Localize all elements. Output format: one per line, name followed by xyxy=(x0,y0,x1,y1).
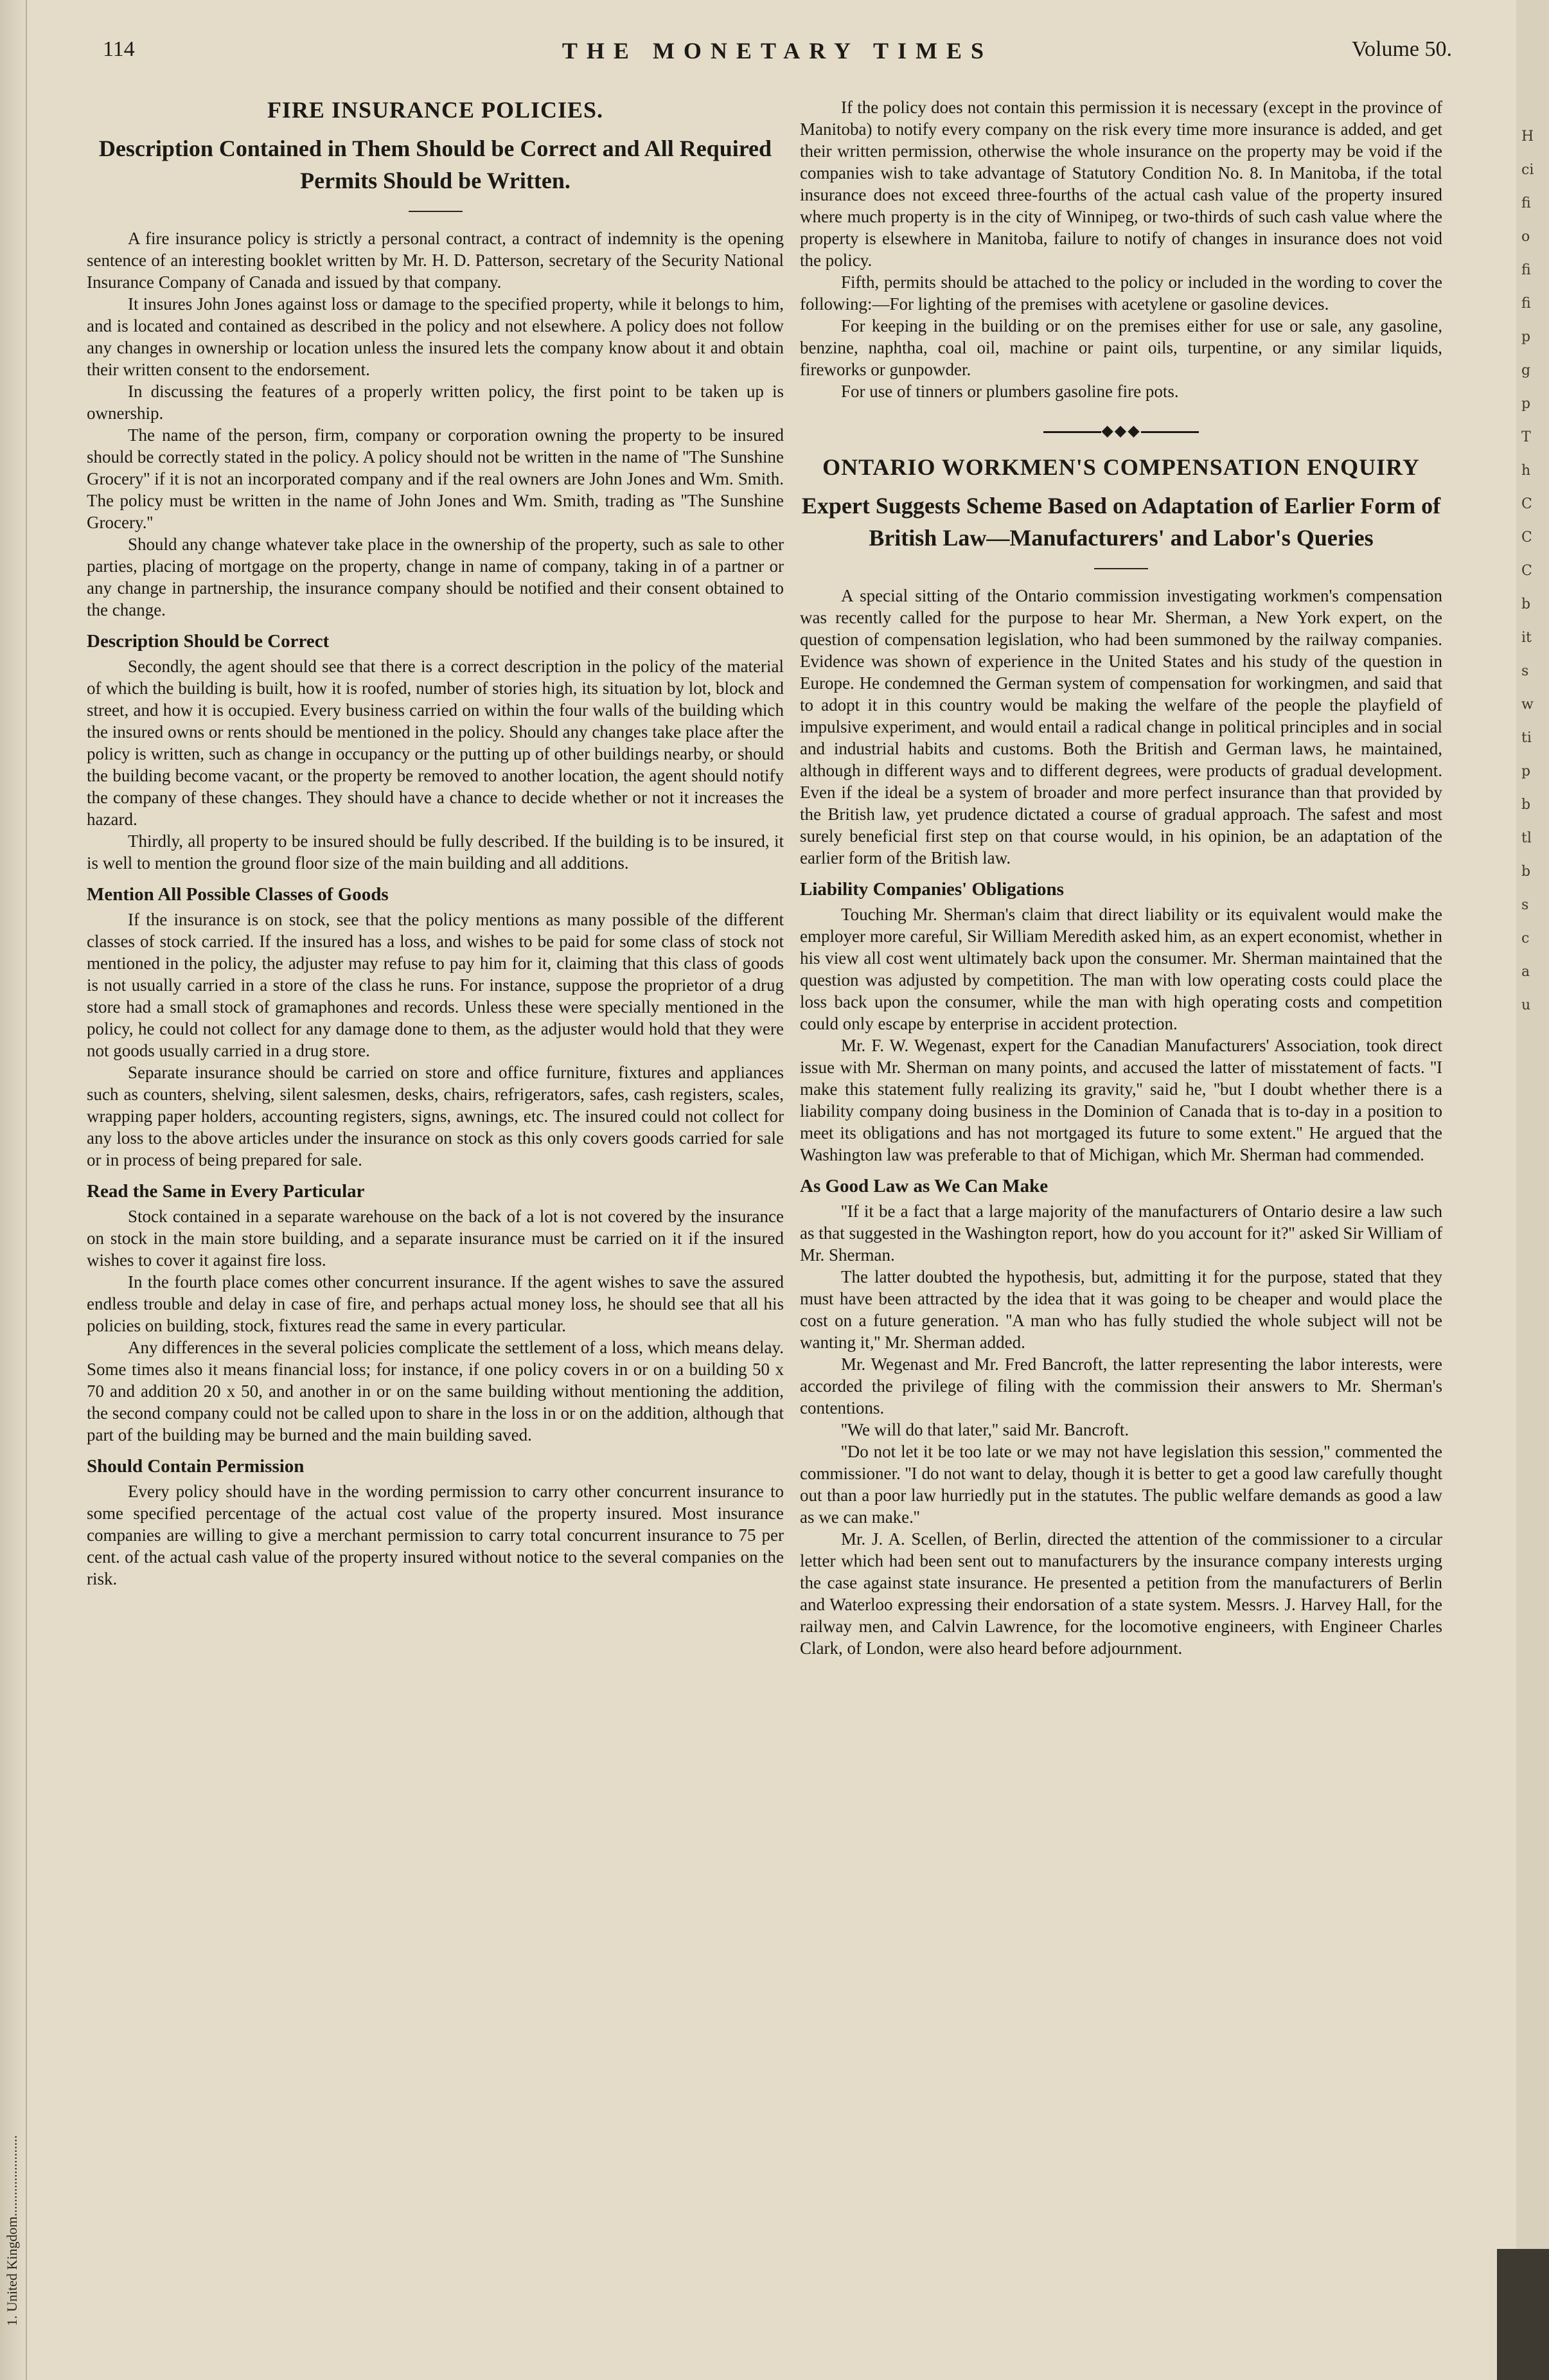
margin-fragment: g xyxy=(1521,362,1531,378)
margin-fragment: o xyxy=(1521,229,1530,245)
paragraph: Secondly, the agent should see that there is a correct description in the policy of the material of which the building is built, how it is roofed, number of stories high, its situation by lot, block and street, and how it is occupied. Every business carried on within the four walls of the building which the insured owns or rents should be mentioned in the policy. Should any changes take place after the policy is written, such as change in occupancy or the putting up of other buildings nearby, or should the building become vacant, or the property be removed to another location, the agent should notify the company of these changes. They should have a chance to decide whether or not it increases the hazard. xyxy=(87,657,784,829)
paragraph: Every policy should have in the wording permission to carry other concurrent insurance to some specified percentage of the actual cost value of the property insured. Most insurance companies are willing to give a merchant permission to carry total concurrent insurance to 75 per cent. of the actual cash value of the property insured without notice to the several companies on the risk. xyxy=(87,1482,784,1588)
diamond-ornament-icon: ◆◆◆ xyxy=(1101,423,1141,440)
margin-fragment: H xyxy=(1521,129,1534,145)
margin-fragment: p xyxy=(1521,329,1531,345)
paragraph: A special sitting of the Ontario commission investigating workmen's compensation was recently called for the purpose to hear Mr. Sherman, a New York expert, on the question of compensation legislation, who had been summoned by the railway companies. Evidence was shown of experience in the United States and his study of the question in Europe. He condemned the German system of compensation for workingmen, and said that to adopt it in this country would be making the welfare of the people the playfield of impulsive experiment, and would entail a radical change in political principles and in social and industrial habits and customs. Both the British and German laws, he maintained, although in different ways and to different degrees, were products of gradual development. Even if the ideal be a system of broader and more perfect insurance than that provided by the British law, yet prudence dictated a course of gradual approach. The safest and most surely beneficial first step on that course would, in his opinion, be an adaptation of the earlier form of the British law. xyxy=(800,586,1442,867)
paragraph: Touching Mr. Sherman's claim that direct liability or its equivalent would make the employer more careful, Sir William Meredith asked him, as an expert economist, whether in his view all cost went ultimately back upon the consumer. Mr. Sherman maintained that the question was adjusted by competition. The man with low operating costs could place the loss back upon the consumer, while the man with high operating costs and competition could only escape by enterprise in accident protection. xyxy=(800,905,1442,1033)
margin-fragment: w xyxy=(1521,697,1534,713)
margin-fragment: fi xyxy=(1521,296,1531,312)
paragraph: Fifth, permits should be attached to the policy or included in the wording to cover the following:—For lighting of the premises with acetylene or gasoline devices. xyxy=(800,272,1442,314)
paragraph: A fire insurance policy is strictly a personal contract, a contract of indemnity is the opening sentence of an interesting booklet written by Mr. H. D. Patterson, secretary of the Security National Insurance Company of Canada and issued by that company. xyxy=(87,229,784,292)
paragraph: For keeping in the building or on the premises either for use or sale, any gasoline, benzine, naphtha, coal oil, machine or paint oils, turpentine, or any similar liquids, fireworks or gunpowder. xyxy=(800,316,1442,379)
paragraph: It insures John Jones against loss or damage to the specified property, while it belongs to him, and is located and contained as described in the policy and not elsewhere. A policy does not follow any changes in ownership or location unless the insured lets the company know about it and obtain their written consent to the endorsement. xyxy=(87,294,784,379)
page-header xyxy=(103,37,1452,76)
article-subtitle: Description Contained in Them Should be Correct and All Required Permits Should be Written. xyxy=(98,136,772,193)
section-heading: Should Contain Permission xyxy=(87,1456,305,1477)
margin-fragment: tl xyxy=(1521,830,1532,846)
margin-fragment: c xyxy=(1521,930,1530,946)
page-number: 114 xyxy=(103,37,135,61)
divider-rule xyxy=(409,211,463,212)
margin-ledger-label: 1. United Kingdom....................... xyxy=(4,2135,20,2326)
margin-fragment: s xyxy=(1521,897,1529,913)
paragraph: Should any change whatever take place in the ownership of the property, such as sale to other parties, placing of mortgage on the property, change in name of company, taking in of a partner or any change in partnership, the insurance company should be notified and their consent obtained to the change. xyxy=(87,535,784,619)
paragraph: In discussing the features of a properly written policy, the first point to be taken up is ownership. xyxy=(87,382,784,423)
paragraph: If the policy does not contain this permission it is necessary (except in the province of Manitoba) to notify every company on the risk every time more insurance is added, and get their written permission, otherwise the whole insurance on the property may be void if the companies wish to take advantage of Statutory Condition No. 8. In Manitoba, if the total insurance does not exceed three-fourths of the actual cash value of the property insured where much property is in the city of Winnipeg, or two-thirds of such cash value where the property is elsewhere in Manitoba, failure to notify of changes in insurance does not void the policy. xyxy=(800,98,1442,270)
paragraph: In the fourth place comes other concurrent insurance. If the agent wishes to save the assured endless trouble and delay in case of fire, and perhaps actual money loss, he should see that all his policies on building, stock, fixtures read the same in every particular. xyxy=(87,1272,784,1335)
binding-edge xyxy=(0,0,27,2380)
paragraph: ''If it be a fact that a large majority of the manufacturers of Ontario desire a law such as that suggested in the Washington report, how do you account for it?'' asked Sir William of Mr. Sherman. xyxy=(800,1202,1442,1265)
section-heading: Description Should be Correct xyxy=(87,631,330,652)
paragraph: If the insurance is on stock, see that the policy mentions as many possible of the different classes of stock carried. If the insured has a loss, and wishes to be paid for some class of stock not mentioned in the policy, the adjuster may refuse to pay him for it, claiming that this class of goods is not usually carried in a store of the class he runs. For instance, suppose the proprietor of a drug store had a small stock of gramaphones and records. Unless these were specially mentioned in the policy, he could not collect for any damage done to them, as the adjuster would hold that they were not goods usually carried in a drug store. xyxy=(87,910,784,1060)
margin-fragment: h xyxy=(1521,463,1531,479)
ornament-line xyxy=(1043,431,1101,433)
paragraph: For use of tinners or plumbers gasoline fire pots. xyxy=(841,382,1179,401)
margin-fragment: C xyxy=(1521,529,1532,546)
margin-fragment: T xyxy=(1521,429,1531,445)
ornament-divider xyxy=(800,420,1442,442)
paragraph: The latter doubted the hypothesis, but, admitting it for the purpose, stated that they must have been attracted by the idea that it was going to be cheaper and would place the cost on a future generation. ''A man who has fully studied the whole subject will not be wanting it,'' Mr. Sherman added. xyxy=(800,1267,1442,1352)
margin-fragment: C xyxy=(1521,496,1532,512)
paragraph: ''We will do that later,'' said Mr. Bancroft. xyxy=(841,1420,1129,1439)
margin-fragment: b xyxy=(1521,864,1531,880)
margin-fragment: it xyxy=(1521,630,1532,646)
paragraph: The name of the person, firm, company or corporation owning the property to be insured should be correctly stated in the policy. A policy should not be written in the name of ''The Sunshine Grocery'' if it is not an incorporated company and if the real owners are John Jones and Wm. Smith. The policy must be written in the name of John Jones and Wm. Smith, trading as ''The Sunshine Grocery.'' xyxy=(87,425,784,532)
paragraph: Thirdly, all property to be insured should be fully described. If the building is to be insured, it is well to mention the ground floor size of the main building and all additions. xyxy=(87,831,784,873)
margin-fragment: p xyxy=(1521,396,1531,412)
divider-rule xyxy=(1094,568,1148,569)
magazine-title: THE MONETARY TIMES xyxy=(562,38,993,64)
margin-fragment: fi xyxy=(1521,195,1531,211)
margin-fragment: ti xyxy=(1521,730,1532,746)
section-heading: Read the Same in Every Particular xyxy=(87,1181,365,1202)
paragraph: Mr. J. A. Scellen, of Berlin, directed the attention of the commissioner to a circular letter which had been sent out to manufacturers by the insurance company interests urging the case against state insurance. He presented a petition from the manufacturers of Berlin and Waterloo expressing their endorsation of a state system. Messrs. J. Harvey Hall, for the railway men, and Calvin Lawrence, for the locomotive engineers, with Engineer Charles Clark, of London, were also heard before adjournment. xyxy=(800,1529,1442,1658)
margin-fragment: b xyxy=(1521,797,1531,813)
paragraph: Separate insurance should be carried on store and office furniture, fixtures and appliances such as counters, shelving, silent salesmen, desks, chairs, refrigerators, safes, cash registers, scales, wrapping paper holders, accounting registers, signs, awnings, etc. The insured could not collect for any loss to the above articles under the insurance on stock as this only covers goods carried for sale or in process of being prepared for sale. xyxy=(87,1063,784,1169)
article-title: ONTARIO WORKMEN'S COMPENSATION ENQUIRY xyxy=(822,454,1420,480)
margin-fragment: C xyxy=(1521,563,1532,579)
paragraph: Mr. F. W. Wegenast, expert for the Canadian Manufacturers' Association, took direct issue with Mr. Sherman on many points, and accused the latter of misstatement of facts. ''I make this statement fully realizing its gravity,'' said he, ''but I doubt whether there is a liability company doing business in the Dominion of Canada that is to-day in a position to meet its obligations and has not mortgaged its future to some extent.'' He argued that the Washington law was preferable to that of Michigan, which Mr. Sherman had commended. xyxy=(800,1036,1442,1164)
section-heading: As Good Law as We Can Make xyxy=(800,1176,1049,1196)
margin-fragment: a xyxy=(1521,964,1530,980)
paragraph: Any differences in the several policies complicate the settlement of a loss, which means delay. Some times also it means financial loss; for instance, if one policy covers in or on a building 50 x 70 and addition 20 x 50, and another in or on the same building without mentioning the addition, the second company could not be called upon to share in the loss in or on the addition, although that part of the building may be burned and the main building saved. xyxy=(87,1338,784,1444)
margin-fragment: p xyxy=(1521,763,1531,779)
right-column xyxy=(800,96,1442,1659)
article-subtitle: Expert Suggests Scheme Based on Adaptation of Earlier Form of British Law—Manufacturers' and Labor's Queries xyxy=(801,493,1441,551)
section-heading: Mention All Possible Classes of Goods xyxy=(87,884,389,905)
page-corner-shadow xyxy=(1497,2249,1549,2380)
margin-fragment: fi xyxy=(1521,262,1531,278)
paragraph: Stock contained in a separate warehouse on the back of a lot is not covered by the insurance on stock in the main store building, and a separate insurance must be carried on it if the insured wishes to cover it against fire loss. xyxy=(87,1207,784,1270)
right-margin-strip xyxy=(1516,0,1549,2380)
ornament-line xyxy=(1141,431,1199,433)
article-title: FIRE INSURANCE POLICIES. xyxy=(267,97,604,123)
volume-label: Volume 50. xyxy=(1351,37,1452,61)
margin-fragment: b xyxy=(1521,596,1531,612)
paragraph: ''Do not let it be too late or we may not have legislation this session,'' commented the commissioner. ''I do not want to delay, though it is better to get a good law carefully thought out than a poor law hurriedly put in the statutes. The public welfare demands as good a law as we can make.'' xyxy=(800,1442,1442,1527)
margin-fragment: u xyxy=(1521,997,1531,1013)
margin-fragment: ci xyxy=(1521,162,1534,178)
left-column xyxy=(87,96,784,1590)
margin-fragment: s xyxy=(1521,663,1529,679)
paragraph: Mr. Wegenast and Mr. Fred Bancroft, the latter representing the labor interests, were accorded the privilege of filing with the commission their answers to Mr. Sherman's contentions. xyxy=(800,1354,1442,1417)
section-heading: Liability Companies' Obligations xyxy=(800,879,1064,900)
